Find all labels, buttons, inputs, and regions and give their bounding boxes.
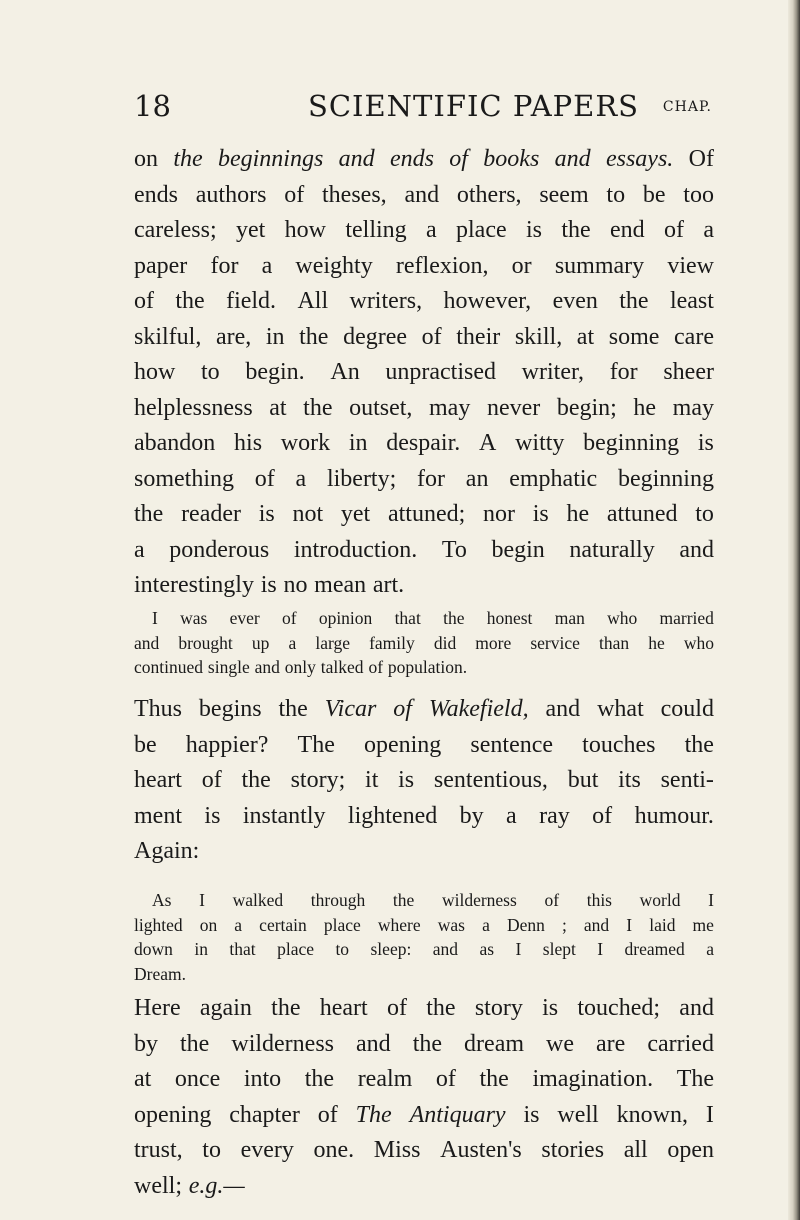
- text-line: a ponderous introduction. To begin naturally and: [134, 536, 714, 563]
- text-line: interestingly is no mean art.: [134, 572, 405, 598]
- quote-line: continued single and only talked of population.: [134, 657, 468, 677]
- text-line: well; e.g.—: [134, 1172, 245, 1199]
- text-line: opening chapter of The Antiquary is well known, I: [134, 1101, 714, 1128]
- text-line: ends authors of theses, and others, seem to be too: [134, 181, 714, 208]
- quote-pilgrims-progress: [134, 888, 714, 986]
- text-line: trust, to every one. Miss Austen's stories all open: [134, 1137, 714, 1163]
- text-line: of the field. All writers, however, even the least: [134, 288, 714, 314]
- text-line: skilful, are, in the degree of their skill, at some care: [134, 323, 714, 350]
- quote-vicar-of-wakefield: [134, 606, 714, 680]
- quote-line: down in that place to sleep: and as I slept I dreamed a: [134, 939, 714, 959]
- running-header: [134, 88, 712, 128]
- text-line: Again:: [134, 838, 200, 864]
- text-line: heart of the story; it is sententious, but its senti-: [134, 767, 714, 793]
- page-edge-shadow: [788, 0, 800, 1220]
- paragraph-beginnings: [134, 142, 714, 604]
- text-line: paper for a weighty reflexion, or summary view: [134, 252, 714, 279]
- paragraph-here-again: [134, 991, 714, 1204]
- text-line: how to begin. An unpractised writer, for sheer: [134, 359, 714, 385]
- text-line: Thus begins the Vicar of Wakefield, and what could: [134, 696, 714, 722]
- quote-line: I was ever of opinion that the honest man who married: [152, 608, 714, 628]
- text-line: helplessness at the outset, may never begin; he may: [134, 394, 714, 421]
- running-title: SCIENTIFIC PAPERS: [308, 89, 640, 123]
- text-line: be happier? The opening sentence touches the: [134, 731, 714, 758]
- text-line: by the wilderness and the dream we are carried: [134, 1030, 714, 1057]
- page-number: 18: [134, 89, 171, 123]
- text-line: the reader is not yet attuned; nor is he attuned to: [134, 501, 714, 527]
- text-line: Here again the heart of the story is touched; and: [134, 995, 714, 1021]
- text-line: something of a liberty; for an emphatic beginning: [134, 465, 714, 492]
- text-line: careless; yet how telling a place is the end of a: [134, 217, 714, 243]
- quote-line: and brought up a large family did more service than he who: [134, 632, 714, 653]
- text-line: ment is instantly lightened by a ray of humour.: [134, 802, 714, 829]
- quote-line: Dream.: [134, 963, 186, 984]
- text-line: on the beginnings and ends of books and essays. Of: [134, 146, 714, 172]
- quote-line: As I walked through the wilderness of this world I: [152, 890, 714, 910]
- paragraph-vicar-of-wakefield: [134, 692, 714, 870]
- text-line: abandon his work in despair. A witty beginning is: [134, 430, 714, 456]
- chapter-label: CHAP.: [662, 99, 712, 115]
- quote-line: lighted on a certain place where was a Denn ; and I laid me: [134, 914, 714, 935]
- text-line: at once into the realm of the imagination. The: [134, 1066, 714, 1092]
